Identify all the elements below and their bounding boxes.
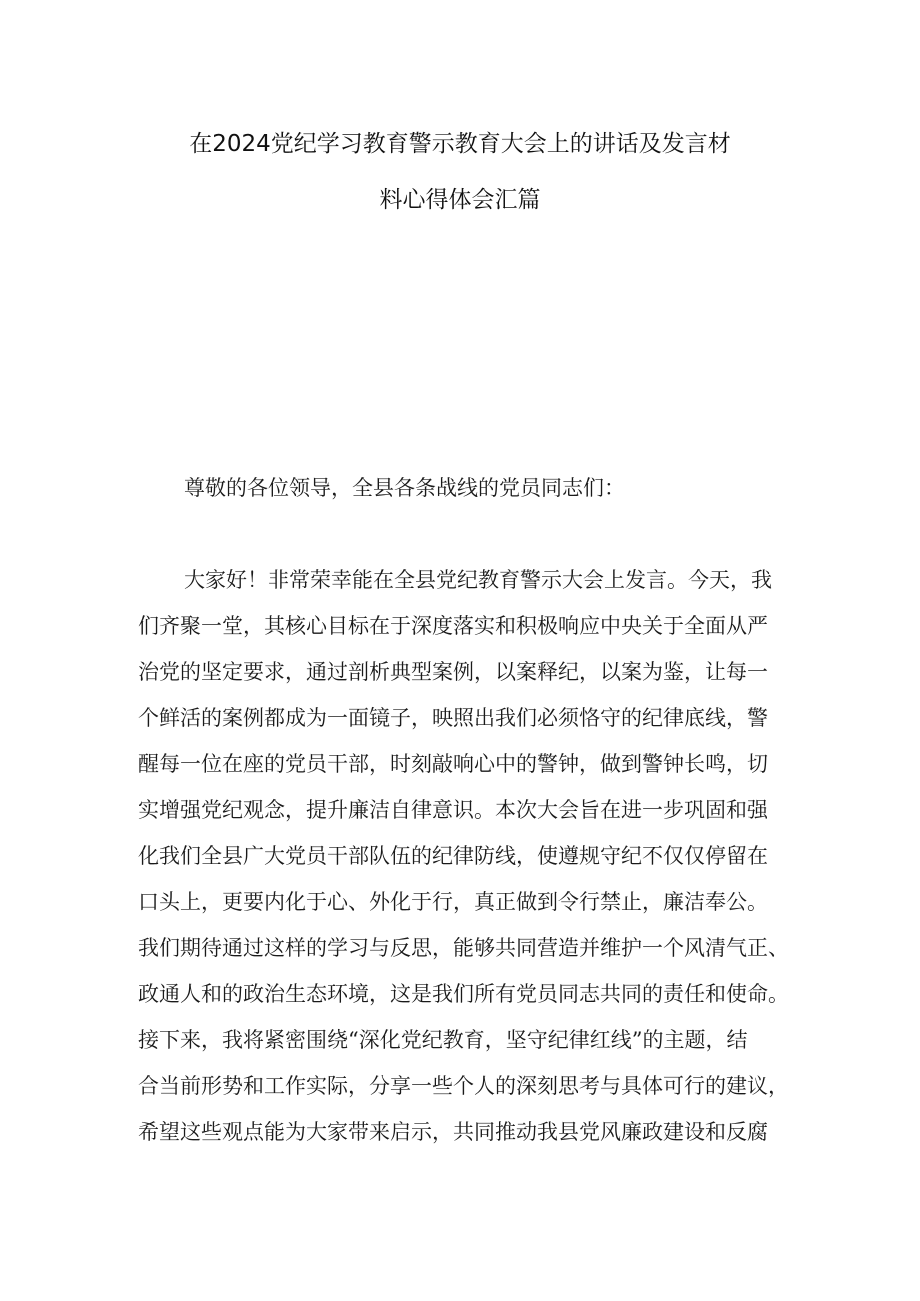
salutation: 尊敬的各位领导，全县各条战线的党员同志们： xyxy=(184,476,625,500)
body-line: 治党的坚定要求，通过剖析典型案例，以案释纪，以案为鉴，让每一 xyxy=(138,660,768,684)
document-title-line-2: 料心得体会汇篇 xyxy=(379,187,541,213)
body-line: 口头上，更要内化于心、外化于行，真正做到令行禁止，廉洁奉公。 xyxy=(138,890,768,914)
body-line: 政通人和的政治生态环境，这是我们所有党员同志共同的责任和使命。 xyxy=(138,982,789,1006)
body-line: 接下来，我将紧密围绕“深化党纪教育，坚守纪律红线”的主题，结 xyxy=(138,1028,748,1052)
document-title-line-1: 在2024党纪学习教育警示教育大会上的讲话及发言材 xyxy=(189,131,731,157)
body-line: 合当前形势和工作实际，分享一些个人的深刻思考与具体可行的建议， xyxy=(138,1074,789,1098)
body-line: 实增强党纪观念，提升廉洁自律意识。本次大会旨在进一步巩固和强 xyxy=(138,798,768,822)
body-line: 化我们全县广大党员干部队伍的纪律防线，使遵规守纪不仅仅停留在 xyxy=(138,844,768,868)
body-line: 个鲜活的案例都成为一面镜子，映照出我们必须恪守的纪律底线，警 xyxy=(138,706,768,730)
body-line: 我们期待通过这样的学习与反思，能够共同营造并维护一个风清气正、 xyxy=(138,936,789,960)
body-line: 希望这些观点能为大家带来启示，共同推动我县党风廉政建设和反腐 xyxy=(138,1120,768,1144)
body-line: 醒每一位在座的党员干部，时刻敲响心中的警钟，做到警钟长鸣，切 xyxy=(138,752,768,776)
body-line: 大家好！非常荣幸能在全县党纪教育警示大会上发言。今天，我 xyxy=(184,568,772,592)
body-line: 们齐聚一堂，其核心目标在于深度落实和积极响应中央关于全面从严 xyxy=(138,614,768,638)
